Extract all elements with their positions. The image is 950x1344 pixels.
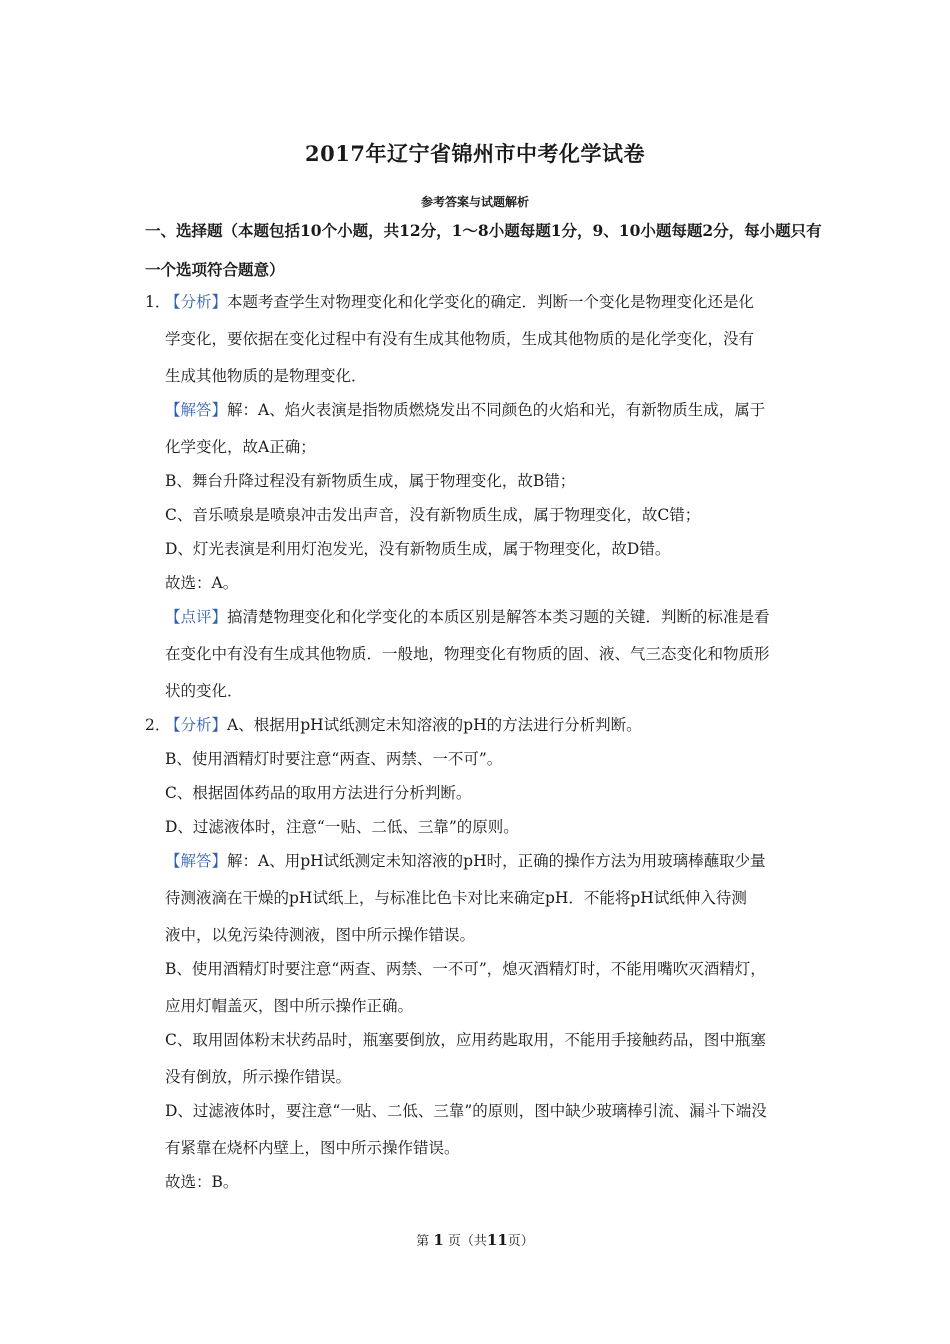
- section-heading: 一、选择题（本题包括10个小题，共12分，1～8小题每题1分，9、10小题每题2分，每小题只有一个选项符合题意）: [145, 221, 822, 279]
- q2-option-d: 有紧靠在烧杯内壁上，图中所示操作错误。: [165, 1139, 460, 1157]
- footer-mid: 页（共: [447, 1234, 487, 1249]
- total-pages: 11: [486, 1231, 508, 1249]
- q1-answer-line: [165, 400, 765, 420]
- q2-analysis-d: D、过滤液体时，注意“一贴、二低、三靠”的原则。: [165, 818, 519, 836]
- q1-comment-text: 搞清楚物理变化和化学变化的本质区别是解答本类习题的关键．判断的标准是看: [227, 608, 770, 626]
- q1-option-c: C、音乐喷泉是喷泉冲击发出声音，没有新物质生成，属于物理变化，故C错；: [165, 506, 701, 524]
- q2-answer-text: 解：A、用pH试纸测定未知溶液的pH时，正确的操作方法为用玻璃棒蘸取少量: [227, 852, 766, 870]
- q2-option-b: B、使用酒精灯时要注意“两查、两禁、一不可”，熄灭酒精灯时，不能用嘴吹灭酒精灯，: [165, 960, 766, 978]
- question-number: 2．: [145, 716, 171, 734]
- q2-answer-text: 液中，以免污染待测液，图中所示操作错误。: [165, 926, 476, 944]
- page-footer: [0, 1230, 950, 1249]
- footer-prefix: 第: [416, 1234, 430, 1249]
- q1-comment-line: [165, 607, 770, 627]
- comment-tag: 【点评】: [165, 608, 228, 626]
- q2-analysis-line: [165, 715, 642, 735]
- q2-option-b: 应用灯帽盖灭，图中所示操作正确。: [165, 997, 414, 1015]
- q1-answer-text: 解：A、焰火表演是指物质燃烧发出不同颜色的火焰和光，有新物质生成，属于: [227, 401, 766, 419]
- question-number: 1．: [145, 293, 171, 311]
- q1-analysis-text: 学变化，要依据在变化过程中有没有生成其他物质，生成其他物质的是化学变化，没有: [165, 330, 755, 348]
- q1-answer-text: 化学变化，故A正确；: [165, 438, 316, 456]
- footer-suffix: 页）: [507, 1234, 534, 1249]
- q2-option-c: C、取用固体粉末状药品时，瓶塞要倒放，应用药匙取用，不能用手接触药品，图中瓶塞: [165, 1031, 766, 1049]
- q2-analysis-a: A、根据用pH试纸测定未知溶液的pH的方法进行分析判断。: [227, 716, 642, 734]
- q2-analysis-c: C、根据固体药品的取用方法进行分析判断。: [165, 784, 472, 802]
- page-number: 1: [433, 1231, 444, 1249]
- page-title: 2017年辽宁省锦州市中考化学试卷: [305, 141, 645, 166]
- answer-tag: 【解答】: [165, 852, 228, 870]
- q2-analysis-b: B、使用酒精灯时要注意“两查、两禁、一不可”。: [165, 750, 503, 768]
- q2-choice: 故选：B。: [165, 1173, 239, 1191]
- q1-analysis-line: [165, 292, 754, 312]
- analysis-tag: 【分析】: [165, 716, 228, 734]
- q1-comment-text: 状的变化．: [165, 682, 243, 700]
- answer-tag: 【解答】: [165, 401, 228, 419]
- q2-option-d: D、过滤液体时，要注意“一贴、二低、三靠”的原则，图中缺少玻璃棒引流、漏斗下端没: [165, 1102, 767, 1120]
- analysis-tag: 【分析】: [165, 293, 228, 311]
- q1-analysis-text: 本题考查学生对物理变化和化学变化的确定．判断一个变化是物理变化还是化: [227, 293, 755, 311]
- q1-analysis-text: 生成其他物质的是物理变化．: [165, 367, 367, 385]
- q2-answer-line: [165, 851, 766, 871]
- q1-choice: 故选：A。: [165, 574, 239, 592]
- q2-option-c: 没有倒放，所示操作错误。: [165, 1068, 352, 1086]
- q2-answer-text: 待测液滴在干燥的pH试纸上，与标准比色卡对比来确定pH．不能将pH试纸伸入待测: [165, 889, 747, 907]
- q1-option-d: D、灯光表演是利用灯泡发光，没有新物质生成，属于物理变化，故D错。: [165, 540, 671, 558]
- q1-comment-text: 在变化中有没有生成其他物质．一般地，物理变化有物质的固、液、气三态变化和物质形: [165, 645, 770, 663]
- subtitle: 参考答案与试题解析: [420, 195, 529, 209]
- q1-option-b: B、舞台升降过程没有新物质生成，属于物理变化，故B错；: [165, 472, 576, 490]
